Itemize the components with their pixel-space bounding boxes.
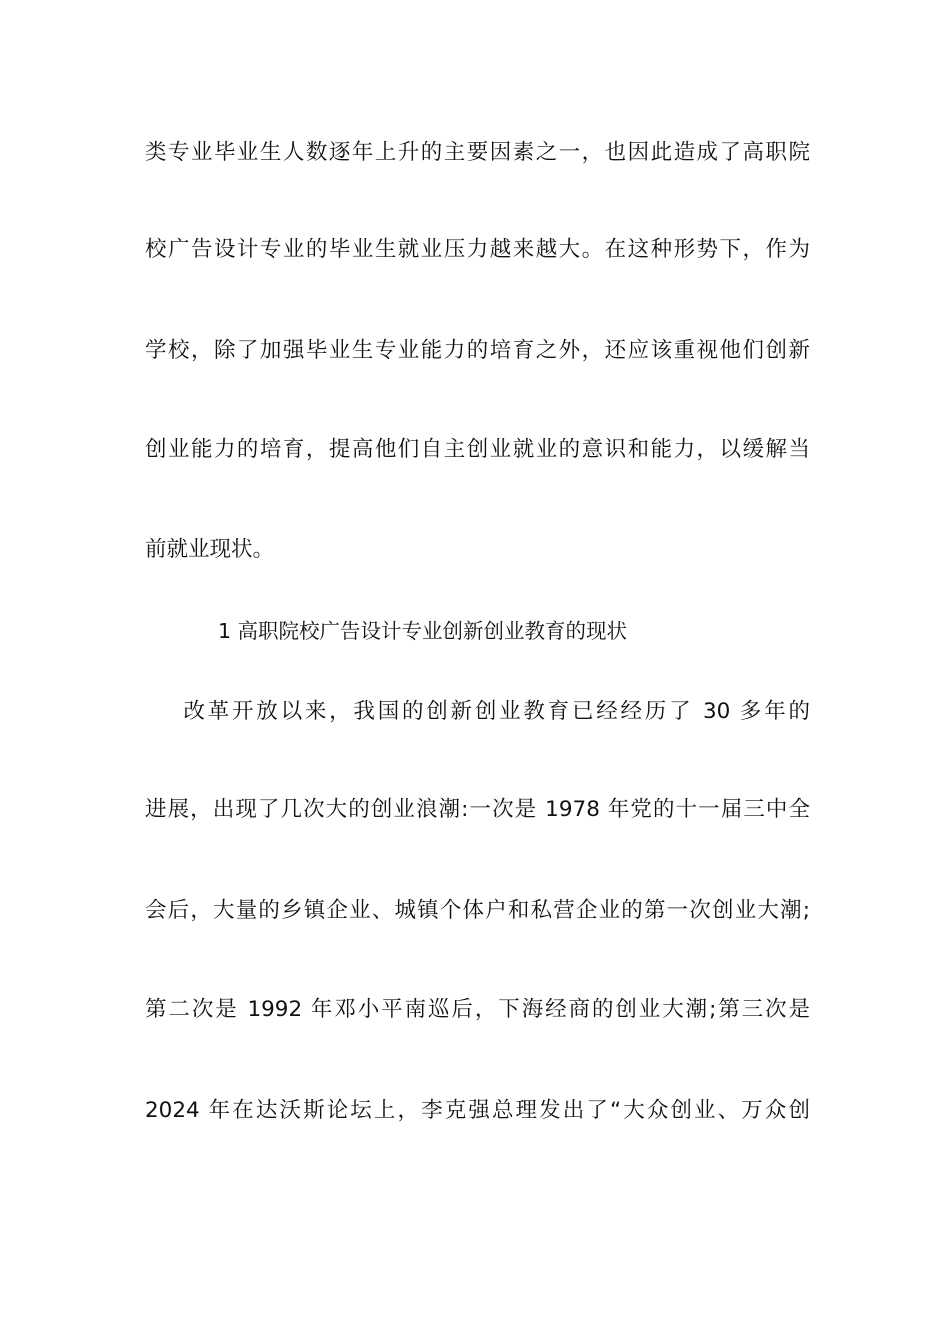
paragraph-1-line-4: 创业能力的培育，提高他们自主创业就业的意识和能力，以缓解当 — [145, 437, 810, 462]
paragraph-1-line-1: 类专业毕业生人数逐年上升的主要因素之一，也因此造成了高职院 — [145, 140, 810, 165]
section-heading: 1 高职院校广告设计专业创新创业教育的现状 — [218, 619, 628, 643]
paragraph-2-line-1: 改革开放以来，我国的创新创业教育已经经历了 30 多年的 — [145, 699, 810, 724]
paragraph-2-line-4: 第二次是 1992 年邓小平南巡后，下海经商的创业大潮;第三次是 — [145, 997, 810, 1022]
paragraph-1-line-2: 校广告设计专业的毕业生就业压力越来越大。在这种形势下，作为 — [145, 237, 810, 262]
paragraph-2-line-3: 会后，大量的乡镇企业、城镇个体户和私营企业的第一次创业大潮; — [145, 898, 810, 923]
paragraph-2-line-5: 2024 年在达沃斯论坛上，李克强总理发出了“大众创业、万众创 — [145, 1098, 810, 1123]
paragraph-1-line-3: 学校，除了加强毕业生专业能力的培育之外，还应该重视他们创新 — [145, 338, 810, 363]
paragraph-2-line-2: 进展，出现了几次大的创业浪潮:一次是 1978 年党的十一届三中全 — [145, 797, 810, 822]
paragraph-1-line-5: 前就业现状。 — [145, 537, 275, 562]
